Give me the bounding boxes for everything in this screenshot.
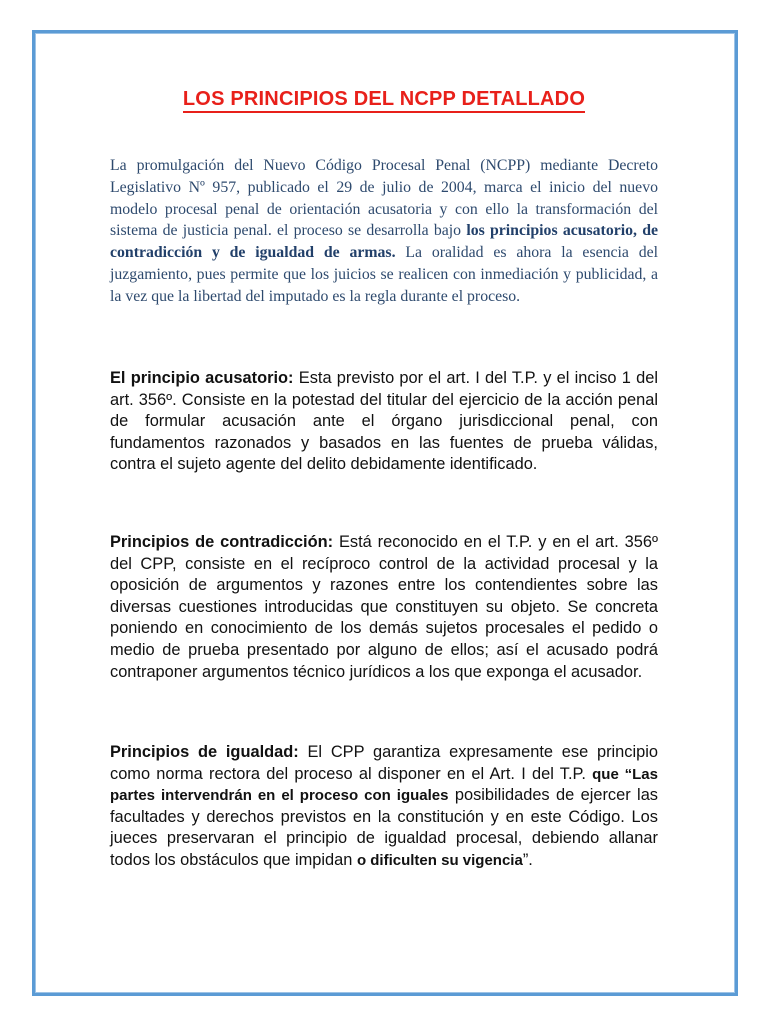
document-title: LOS PRINCIPIOS DEL NCPP DETALLADO — [183, 88, 585, 113]
section-heading: Principios de igualdad: — [110, 743, 299, 761]
section-quote-bold: o dificulten su vigencia — [356, 851, 523, 869]
section-principio-contradiccion — [110, 532, 658, 683]
section-text: Está reconocido en el T.P. y en el art. 356º del CPP, consiste en el recíproco control de la actividad procesal y la oposición de argumentos y razones entre los contendientes sobre las diversas cuestiones introducidas que constituyen su objeto. Se concreta poniendo en conocimiento de los demás sujetos procesales el pedido o medio de prueba presentado por alguno de ellos; así el acusado podrá contraponer argumentos técnico jurídicos a los que exponga el acusador. — [110, 533, 658, 681]
section-heading: Principios de contradicción: — [110, 533, 334, 551]
section-principio-igualdad — [110, 742, 658, 872]
intro-paragraph — [110, 155, 658, 308]
section-text: posibilidades de ejercer las facultades y derechos previstos en la constitución y en este Código. Los jueces preservaran el principio de igualdad procesal, debiendo allanar todos los obstáculos que impidan — [110, 786, 659, 869]
section-text: El CPP garantiza expresamente ese principio como norma rectora del proceso al disponer en el Art. I del T.P. — [110, 743, 659, 783]
intro-bold-principles: los principios acusatorio, de contradicción y de igualdad de armas. — [110, 222, 658, 262]
section-quote-bold: que “Las partes intervendrán en el proceso con iguales — [110, 765, 658, 805]
document-title-container — [0, 88, 768, 111]
section-text: Esta previsto por el art. I del T.P. y el inciso 1 del art. 356º. Consiste en la potestad del titular del ejercicio de la acción penal de formular acusación ante el órgano jurisdiccional penal, con fundamentos razonados y basados en las fuentes de prueba válidas, contra el sujeto agente del delito debidamente identificado. — [110, 369, 659, 474]
section-principio-acusatorio — [110, 368, 658, 476]
intro-text-1: La promulgación del Nuevo Código Procesal Penal (NCPP) mediante Decreto Legislativo Nº 957, publicado el 29 de julio de 2004, marca el inicio del nuevo modelo procesal penal de orientación acusatoria y con ello la transformación del sistema de justicia penal. el proceso se desarrolla bajo — [110, 157, 658, 240]
section-quote-end: ”. — [522, 850, 533, 869]
section-heading: El principio acusatorio: — [110, 369, 294, 387]
intro-text-2: La oralidad es ahora la esencia del juzgamiento, pues permite que los juicios se realicen con inmediación y publicidad, a la vez que la libertad del imputado es la regla durante el proceso. — [110, 244, 659, 305]
